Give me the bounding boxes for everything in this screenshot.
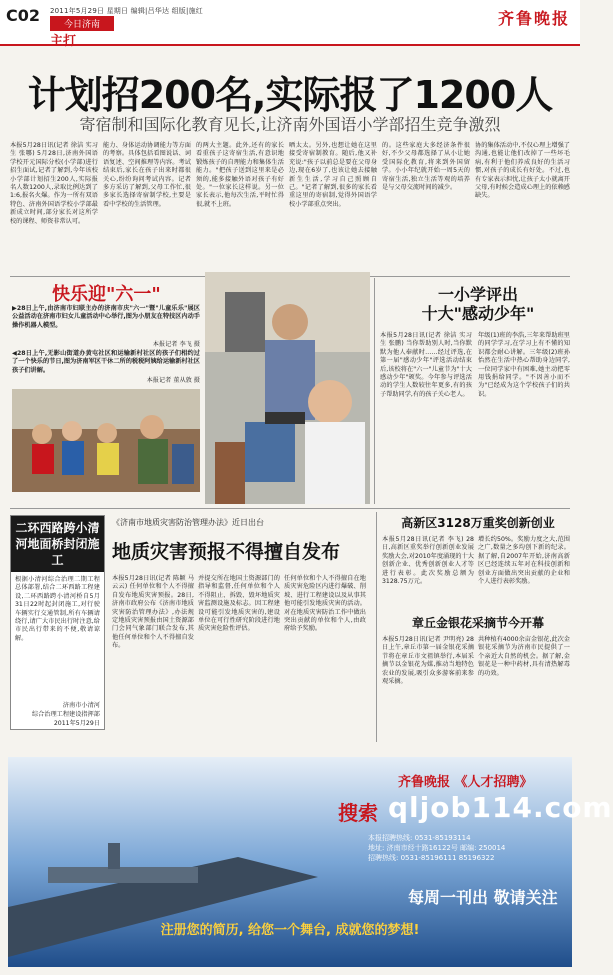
gaoxin-col1: 本报5月28日讯(记者 李飞) 28日,高新区重奖举行创新创业发展奖励大会,对2010年度涌现的十大创新企业、优秀创新创业人才等进行表彰。此次奖励总额为3128.75万元。 <box>382 536 474 586</box>
ad-line-1: 本报招聘热线: 0531-85193114 <box>368 834 471 842</box>
gaoxin-col2: 增长约50%。奖励力度之大,范围之广,数量之多均创下新的纪录。据了解,自2007年开始,济南高新区已经连续五年对在科技创新和创业方面做出突出贡献的企业和个人进行表彰奖励。 <box>478 536 570 586</box>
notice-date: 2011年5月29日 <box>53 720 100 727</box>
ad-line-2: 地址: 济南市经十路16122号 邮编: 250014 <box>368 844 506 852</box>
kids-photo-large <box>205 272 370 504</box>
main-headline-block <box>10 64 570 132</box>
news-col3: 任何单位和个人不得擅自在地质灾害危险区内进行爆破、削坡、进行工程建设以及从事其他可能引发地质灾害的活动。对在地质灾害防治工作中做出突出贡献的单位和个人,由政府给予奖励。 <box>284 575 366 633</box>
kids-photo-small <box>12 389 200 492</box>
news-headline: 地质灾害预报不得擅自发布 <box>112 541 341 563</box>
ad-url[interactable]: qljob114.com <box>388 791 613 824</box>
page-header <box>0 0 580 49</box>
kids-caption-1: ▶28日上午,由济南市妇联主办的济南市庆"六一"暨"儿童乐乐"展区公益活动在济南市妇女儿童活动中心举行,图为小朋友在特技区内动手操作机器人模型。 <box>12 305 200 329</box>
main-article-col2: 能力、身体运动协调能力等方面的考察。具体包括看图说话、词语复述、空间推理等内容。考试结束后,家长在孩子出来时都很关心,纷纷询问考试内容。记者多方采访了解到,父母工作忙,很多家长选择寄宿制学校,主要是看中学校的生活管理。 <box>103 142 191 208</box>
news-col2: 并提交所在地国土资源部门的指导和监督,任何单位和个人不得阻止、拆毁、毁坏地质灾害监测设施及标志。因工程建设可能引发地质灾害的,建设单位在可行性研究阶段进行地质灾害危险性评估。 <box>198 575 280 633</box>
newspaper-logo: 齐鲁晚报 <box>497 9 570 28</box>
notice-signer-1: 济南市小清河 <box>62 702 100 709</box>
zhangqiu-title: 章丘金银花采摘节今开幕 <box>411 616 544 630</box>
column-label: 主打 <box>50 34 77 49</box>
recruitment-ad <box>8 757 613 967</box>
ad-brand: 齐鲁晚报 《人才招聘》 <box>398 775 533 790</box>
main-subtitle: 寄宿制和国际化教育见长,让济南外国语小学部招生竞争激烈 <box>79 115 501 134</box>
ad-search-label: 搜索 <box>338 801 378 825</box>
award-title-1: 一小学评出 <box>437 285 518 304</box>
divider <box>10 508 570 509</box>
kids-credit-1: 本报记者 李飞 摄 <box>152 341 200 348</box>
kids-credit-2: 本报记者 董从敦 摄 <box>146 377 200 384</box>
notice-signer-2: 综合治理工程建设指挥部 <box>31 711 100 718</box>
divider <box>376 512 377 742</box>
main-article-col1: 本报5月28日讯(记者 徐洁 实习生 张哪) 5月28日,济南外国语学校开元国际分校(小学部)进行招生面试,记者了解到,今年该校小学部计划招生200人,实际报名人数1200人,录取比例达到了1:6,报名火爆。作为一所有双语特色、济南外国语学校小学部最新成立时间,部分家长对这所学校的课程、师资非常认可。 <box>10 142 98 225</box>
main-article-col4: 晒太太。另外,也想让她在这里接受寄宿制教育。随后,他又补充说:"孩子以前总是要在父母身边,现在6岁了,也该让她去接触新生生活,学习自己照顾自己。"记者了解到,很多的家长看重这里的寄宿制,觉得外国语学校小学部重点突出。 <box>289 142 377 208</box>
kids-caption-2: ◀28日上午,无影山街道办黄屯社区和运输新村社区的孩子们相约过了一个快乐的节日,图为济南军区干休二所的税税阿姨给运输新村社区孩子们讲解。 <box>12 350 200 374</box>
page-number: C02 <box>6 6 41 25</box>
award-col1: 本报5月28日讯(记者 徐洁 实习生 张鹏) 当你帮助别人时,当你默默为他人奉献时……经过评选,在第一届"感动少年"评选活动结束后,该校将在"六一"儿童节为"十大感动少年"颁奖。今年参与评选活动的学生人数较往年更多,有的孩子帮助同学,有的孩子关心老人。 <box>380 332 472 398</box>
ad-slogan-2: 注册您的简历, 给您一个舞台, 成就您的梦想! <box>160 923 420 938</box>
notice-box <box>10 515 105 730</box>
page-meta: 2011年5月29日 星期日 编辑|吕华达 组版|施红 <box>50 7 203 15</box>
divider <box>374 278 375 504</box>
main-headline: 计划招200名,实际报了1200人 <box>27 73 553 117</box>
news-col1: 本报5月28日讯(记者 陈颖 马云云) 任何单位和个人不得擅自发布地质灾害预报。28日,济南市政府公布《济南市地质灾害防治管理办法》,办法规定地质灾害预报由国土资源部门会同气象部门联合发布,其他任何单位和个人不得擅自发布。 <box>112 575 194 650</box>
section-label: 今日济南 <box>50 16 114 31</box>
zhangqiu-col1: 本报5月28日讯(记者 尹明亮) 28日上午,章丘市第一届金银花采摘节将在章丘市文祖镇举行,本届采摘节以金银花为媒,推动当地特色农业的发展,吸引众多游客前来参观采摘。 <box>382 636 474 686</box>
award-col2: 年级(1)班的李浩,三年来帮助班里的同学学习,在学习上有不懂的知识都会耐心讲解。三年级(2)班孙怡然在生活中热心帮助身边同学,一位同学家中有困难,她主动把零用钱捐给同学。"不因善小而不为"已经成为这个学校孩子们的共识。 <box>478 332 570 398</box>
main-article-col3: 的两大主题。此外,还有的家长看重孩子这寄宿生活,有意识地锻炼孩子的自理能力和集体生活能力。"把孩子送到这里来是必须的,能多接触外语对孩子有好处。"一位家长这样说。另一位家长表示,他每次生活,平时忙得很,就不上班。 <box>196 142 284 208</box>
notice-title: 二环西路跨小清河地面桥封闭施工 <box>11 516 104 572</box>
zhangqiu-col2: 共种植有4000余亩金银花,此次金银花采摘节为济南市民提供了一个亲近大自然的机会。据了解,金银花是一种中药材,具有清热解毒的功效。 <box>478 636 570 677</box>
notice-body: 根据小清河综合治理二期工程总体部署,结合二环西路工程建设,二环西路跨小清河桥自5月31日22时起封闭施工,对行驶车辆实行交通管制,所有车辆请绕行,请广大市民出行时注意,给市民出行带来的不便,敬请谅解。 <box>15 576 100 642</box>
award-title-2: 十大"感动少年" <box>421 304 535 323</box>
news-tag: 《济南市地质灾害防治管理办法》近日出台 <box>112 518 264 527</box>
main-article-col6: 协的集体活动中,不仅心理上增强了沟通,也能让他们改掉了一些坏毛病,有利于他们养成良好的生活习惯,对孩子的成长有好处。不过,也有专家表示担忧,让孩子太小就离开父母,有时候会造成心理上的依赖感缺失。 <box>475 142 570 200</box>
ad-line-3: 招聘热线: 0531-85196111 85196322 <box>368 854 495 862</box>
kids-section-title: 快乐迎"六一" <box>52 284 161 305</box>
main-article-col5: 的。这些家庭大多经济条件很好,不少父母都选择了从小让她受国际化教育,将来到外国留学。小小年纪就开始一周5天的寄宿生活,独立生活等观的培养是与父母交流时间的减少。 <box>382 142 470 192</box>
ad-slogan-1: 每周一刊出 敬请关注 <box>408 888 558 907</box>
gaoxin-title: 高新区3128万重奖创新创业 <box>401 516 555 530</box>
